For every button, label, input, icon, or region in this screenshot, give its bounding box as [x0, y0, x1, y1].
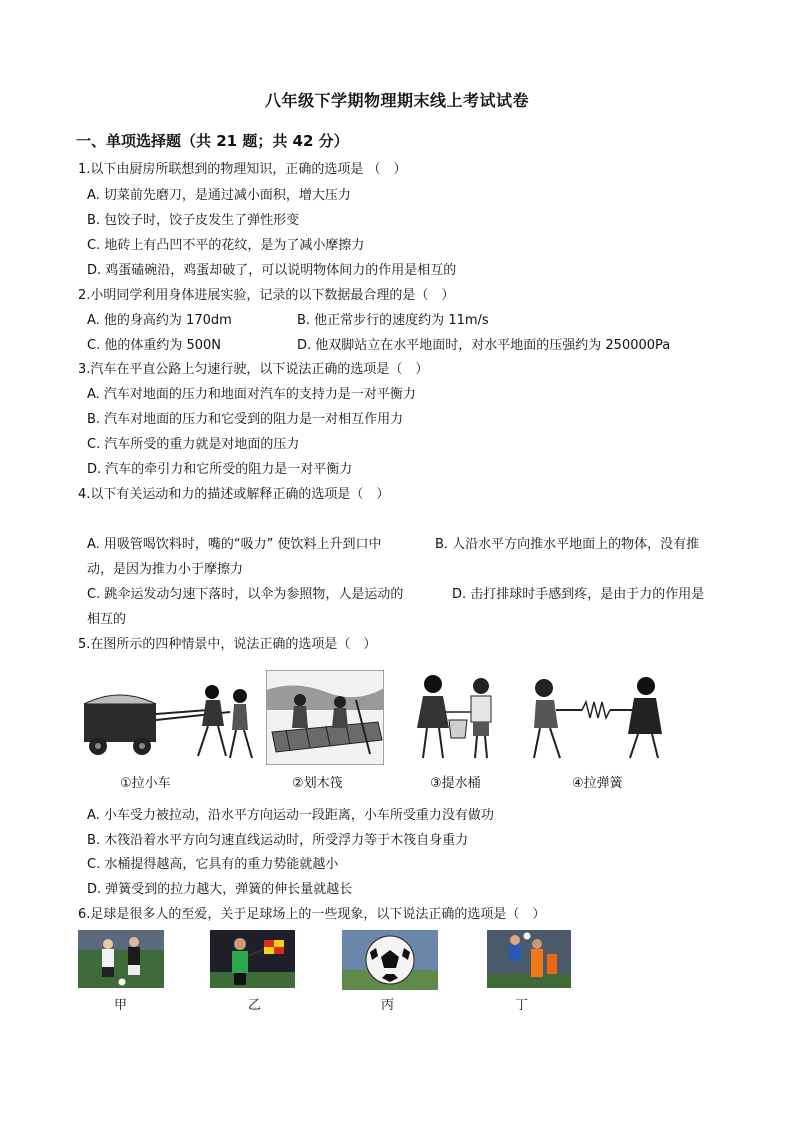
illustration-bucket: [405, 672, 505, 762]
caption-raft: ②划木筏: [292, 776, 343, 791]
question-4-option-b: B. 人沿水平方向推水平地面上的物体，没有推: [435, 537, 700, 552]
question-4-option-d: D. 击打排球时手感到疼，是由于力的作用是: [452, 587, 705, 602]
illustration-pull-cart: [80, 680, 255, 762]
question-5-stem: 5.在图所示的四种情景中，说法正确的选项是（ ）: [78, 637, 377, 652]
question-1-option-d: D. 鸡蛋磕碗沿，鸡蛋却破了，可以说明物体间力的作用是相互的: [87, 263, 457, 278]
question-2-option-a: A. 他的身高约为 170dm: [87, 313, 232, 328]
question-1-option-b: B. 包饺子时，饺子皮发生了弹性形变: [87, 213, 300, 228]
photo-bing: [342, 930, 438, 990]
question-1-option-c: C. 地砖上有凸凹不平的花纹，是为了减小摩擦力: [87, 238, 365, 253]
question-5-option-a: A. 小车受力被拉动，沿水平方向运动一段距离，小车所受重力没有做功: [87, 808, 494, 823]
question-3-stem: 3.汽车在平直公路上匀速行驶，以下说法正确的选项是（ ）: [78, 362, 429, 377]
question-5-option-d: D. 弹簧受到的拉力越大，弹簧的伸长量就越长: [87, 882, 353, 897]
caption-spring: ④拉弹簧: [572, 776, 623, 791]
question-2-option-b: B. 他正常步行的速度约为 11m/s: [297, 313, 489, 328]
illustration-raft: [266, 670, 384, 765]
question-3-option-d: D. 汽车的牵引力和它所受的阻力是一对平衡力: [87, 462, 353, 477]
page-title: 八年级下学期物理期末线上考试试卷: [264, 91, 529, 110]
question-4-option-b-cont: 动，是因为推力小于摩擦力: [87, 562, 244, 577]
question-4-stem: 4.以下有关运动和力的描述或解释正确的选项是（ ）: [78, 487, 390, 502]
question-6-stem: 6.足球是很多人的至爱，关于足球场上的一些现象，以下说法正确的选项是（ ）: [78, 907, 546, 922]
question-3-option-a: A. 汽车对地面的压力和地面对汽车的支持力是一对平衡力: [87, 387, 416, 402]
question-2-stem: 2.小明同学利用身体进展实验，记录的以下数据最合理的是（ ）: [78, 288, 455, 303]
caption-pull-cart: ①拉小车: [120, 776, 171, 791]
question-1-stem: 1.以下由厨房所联想到的物理知识，正确的选项是 （ ）: [78, 162, 407, 177]
caption-jia: 甲: [114, 998, 128, 1013]
caption-bing: 丙: [381, 998, 395, 1013]
question-1-option-a: A. 切菜前先磨刀，是通过减小面积，增大压力: [87, 188, 351, 203]
caption-bucket: ③提水桶: [430, 776, 481, 791]
illustration-spring: [530, 672, 662, 762]
caption-yi: 乙: [248, 998, 262, 1013]
question-3-option-c: C. 汽车所受的重力就是对地面的压力: [87, 437, 300, 452]
question-4-option-c: C. 跳伞运发动匀速下落时，以伞为参照物，人是运动的: [87, 587, 404, 602]
question-5-option-b: B. 木筏沿着水平方向匀速直线运动时，所受浮力等于木筏自身重力: [87, 833, 469, 848]
question-4-option-a: A. 用吸管喝饮料时，嘴的“吸力” 使饮料上升到口中: [87, 537, 382, 552]
question-2-option-c: C. 他的体重约为 500N: [87, 338, 222, 353]
question-2-option-d: D. 他双脚站立在水平地面时，对水平地面的压强约为 250000Pa: [297, 338, 671, 353]
photo-ding: [487, 930, 571, 988]
caption-ding: 丁: [515, 998, 529, 1013]
question-3-option-b: B. 汽车对地面的压力和它受到的阻力是一对相互作用力: [87, 412, 404, 427]
question-4-option-d-cont: 相互的: [87, 612, 127, 627]
section-heading: 一、单项选择题（共 21 题；共 42 分）: [76, 132, 349, 150]
question-5-option-c: C. 水桶提得越高，它具有的重力势能就越小: [87, 857, 339, 872]
photo-yi: [210, 930, 295, 988]
photo-jia: [78, 930, 164, 988]
